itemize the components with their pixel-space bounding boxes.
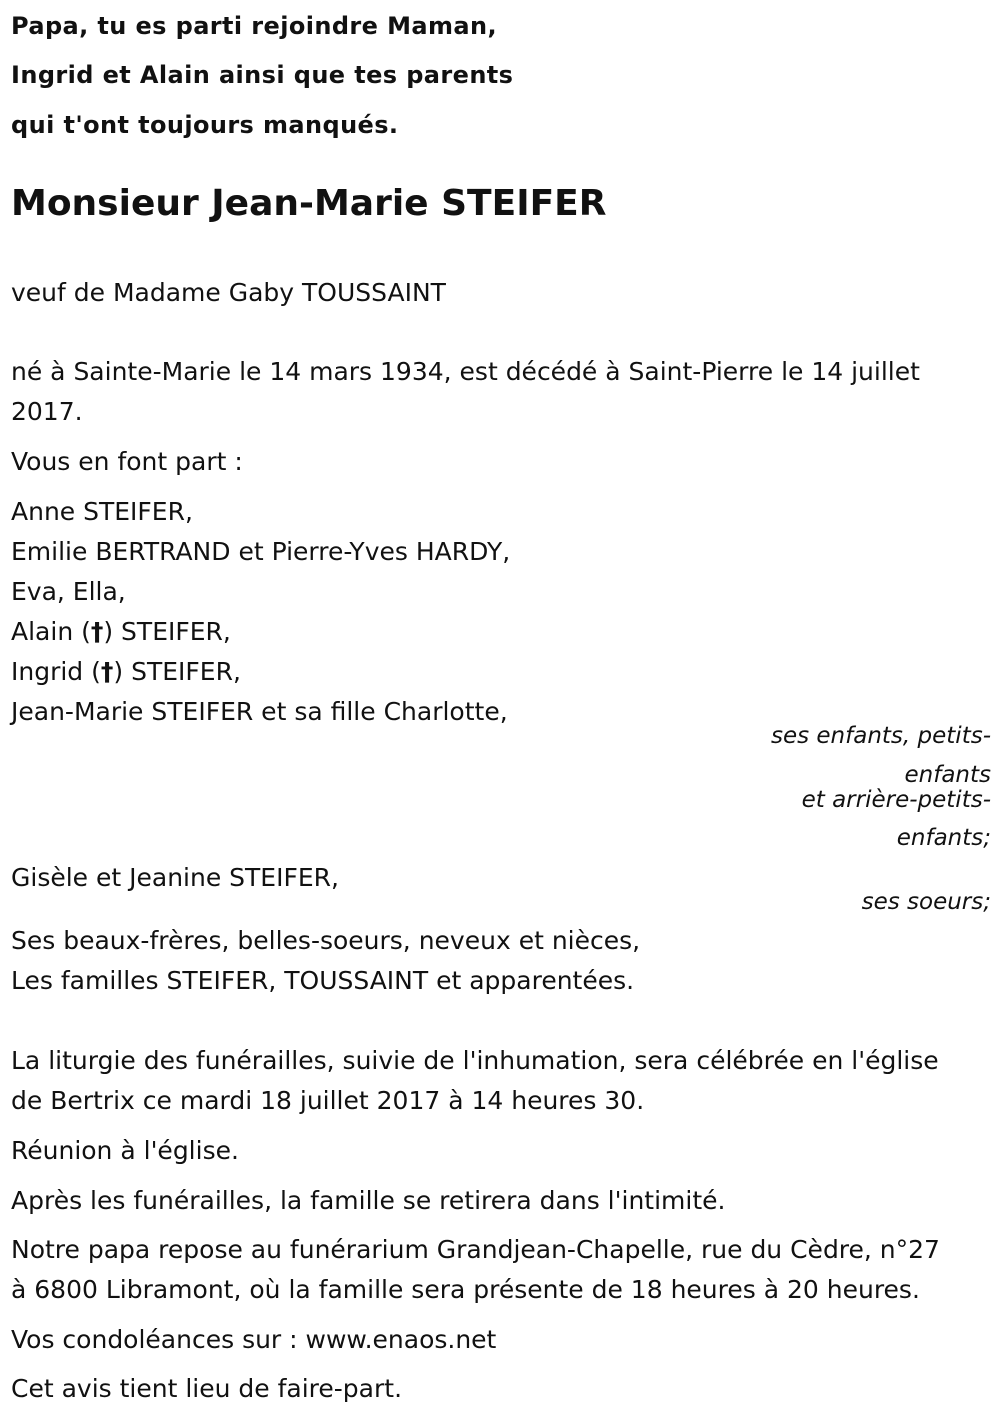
cross-icon: † [90, 617, 104, 646]
intro-line-2: Ingrid et Alain ainsi que tes parents [11, 61, 514, 89]
birth-death-line-1: né à Sainte-Marie le 14 mars 1934, est décédé à Saint-Pierre le 14 juillet [11, 357, 920, 386]
intro-line-1: Papa, tu es parti rejoindre Maman, [11, 12, 497, 40]
children-relation-line-2: enfants [904, 762, 991, 788]
children-relation-line-3: et arrière-petits- [801, 787, 991, 813]
sisters-relation: ses soeurs; [861, 889, 991, 915]
rest-line-2: à 6800 Libramont, où la famille sera présente de 18 heures à 20 heures. [11, 1275, 920, 1304]
liturgy-line-1: La liturgie des funérailles, suivie de l'inhumation, sera célébrée en l'église [11, 1046, 939, 1075]
children-relation-line-1: ses enfants, petits- [770, 723, 991, 749]
child-alain [11, 617, 231, 647]
announce-intro: Vous en font part : [11, 447, 243, 476]
condolences-label: Vos condoléances sur : [11, 1325, 306, 1354]
liturgy-line-2: de Bertrix ce mardi 18 juillet 2017 à 14 heures 30. [11, 1086, 645, 1115]
child-ingrid-first: Ingrid ( [11, 657, 101, 686]
child-ingrid-last: ) STEIFER, [113, 657, 241, 686]
cross-icon: † [100, 657, 114, 686]
birth-death-line-2: 2017. [11, 397, 83, 426]
deceased-name: Monsieur Jean-Marie STEIFER [11, 183, 607, 224]
child-emilie: Emilie BERTRAND et Pierre-Yves HARDY, [11, 537, 511, 566]
meeting-line: Réunion à l'église. [11, 1136, 239, 1165]
child-ingrid [11, 657, 241, 687]
child-jeanmarie: Jean-Marie STEIFER et sa fille Charlotte, [11, 697, 508, 726]
child-alain-first: Alain ( [11, 617, 91, 646]
grandchildren-eva-ella: Eva, Ella, [11, 577, 126, 606]
rest-line-1: Notre papa repose au funérarium Grandjean-Chapelle, rue du Cèdre, n°27 [11, 1235, 940, 1264]
children-relation-line-4: enfants; [896, 825, 991, 851]
condolences-line [11, 1325, 496, 1355]
families-line: Les familles STEIFER, TOUSSAINT et apparentées. [11, 966, 635, 995]
intro-line-3: qui t'ont toujours manqués. [11, 111, 399, 139]
condolences-link[interactable]: www.enaos.net [305, 1325, 497, 1354]
obituary-notice [11, 0, 991, 1423]
inlaws-line: Ses beaux-frères, belles-soeurs, neveux et nièces, [11, 926, 641, 955]
after-funeral-line: Après les funérailles, la famille se retirera dans l'intimité. [11, 1186, 726, 1215]
child-anne: Anne STEIFER, [11, 497, 193, 526]
sisters-line: Gisèle et Jeanine STEIFER, [11, 863, 339, 892]
notice-line: Cet avis tient lieu de faire-part. [11, 1374, 403, 1403]
widower-line: veuf de Madame Gaby TOUSSAINT [11, 278, 446, 307]
child-alain-last: ) STEIFER, [103, 617, 231, 646]
